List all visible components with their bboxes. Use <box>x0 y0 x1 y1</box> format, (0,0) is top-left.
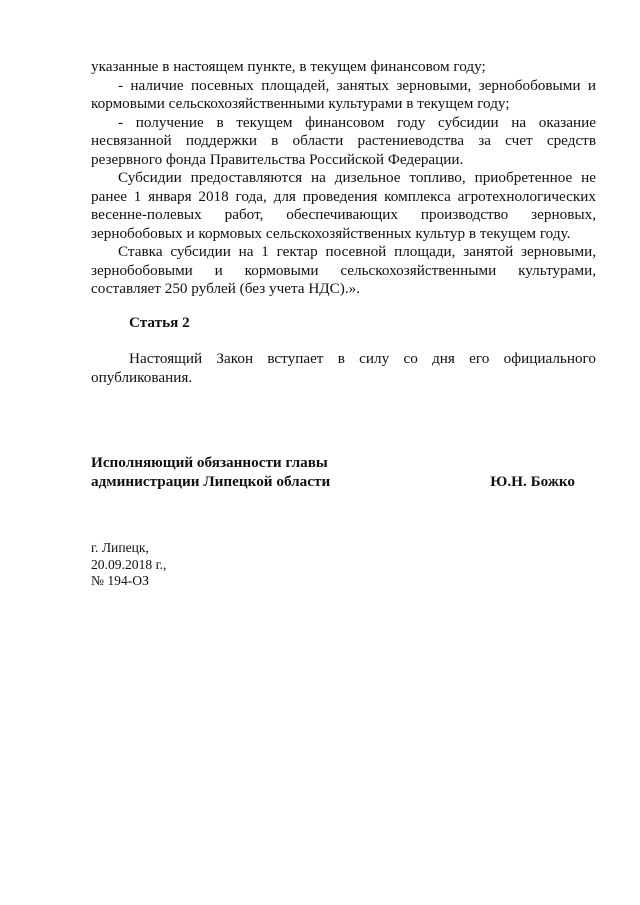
signatory-position-line-2: администрации Липецкой области <box>91 473 331 490</box>
place-date-block <box>91 540 166 590</box>
article-2-heading: Статья 2 <box>129 314 190 331</box>
paragraph-diesel-subsidy: Субсидии предоставляются на дизельное топливо, приобретенное не ранее 1 января 2018 года, для проведения комплекса агротехнологических весенне-полевых работ, обеспечивающих производство зерновых, зернобобовых и кормовых сельскохозяйственных культур в текущем году. <box>91 169 596 242</box>
paragraph-condition-sown-areas: - наличие посевных площадей, занятых зерновыми, зернобобовыми и кормовыми сельскохозяйственными культурами в текущем году; <box>91 76 596 112</box>
law-number: № 194-ОЗ <box>91 573 149 588</box>
paragraph-continuation: указанные в настоящем пункте, в текущем финансовом году; <box>91 58 486 75</box>
paragraph-condition-subsidy: - получение в текущем финансовом году субсидии на оказание несвязанной поддержки в области растениеводства за счет средств резервного фонда Правительства Российской Федерации. <box>91 113 596 168</box>
document-body <box>91 58 596 299</box>
paragraph-subsidy-rate: Ставка субсидии на 1 гектар посевной площади, занятой зерновыми, зернобобовыми и кормовыми сельскохозяйственными культурами, составляет 250 рублей (без учета НДС).». <box>91 243 596 297</box>
city: г. Липецк, <box>91 540 149 555</box>
signatory-position-line-1: Исполняющий обязанности главы <box>91 454 328 471</box>
law-date: 20.09.2018 г., <box>91 556 167 572</box>
signatory-name: Ю.Н. Божко <box>490 473 575 490</box>
article-2-text: Настоящий Закон вступает в силу со дня его официального опубликования. <box>91 350 596 386</box>
signature-block <box>91 453 596 491</box>
